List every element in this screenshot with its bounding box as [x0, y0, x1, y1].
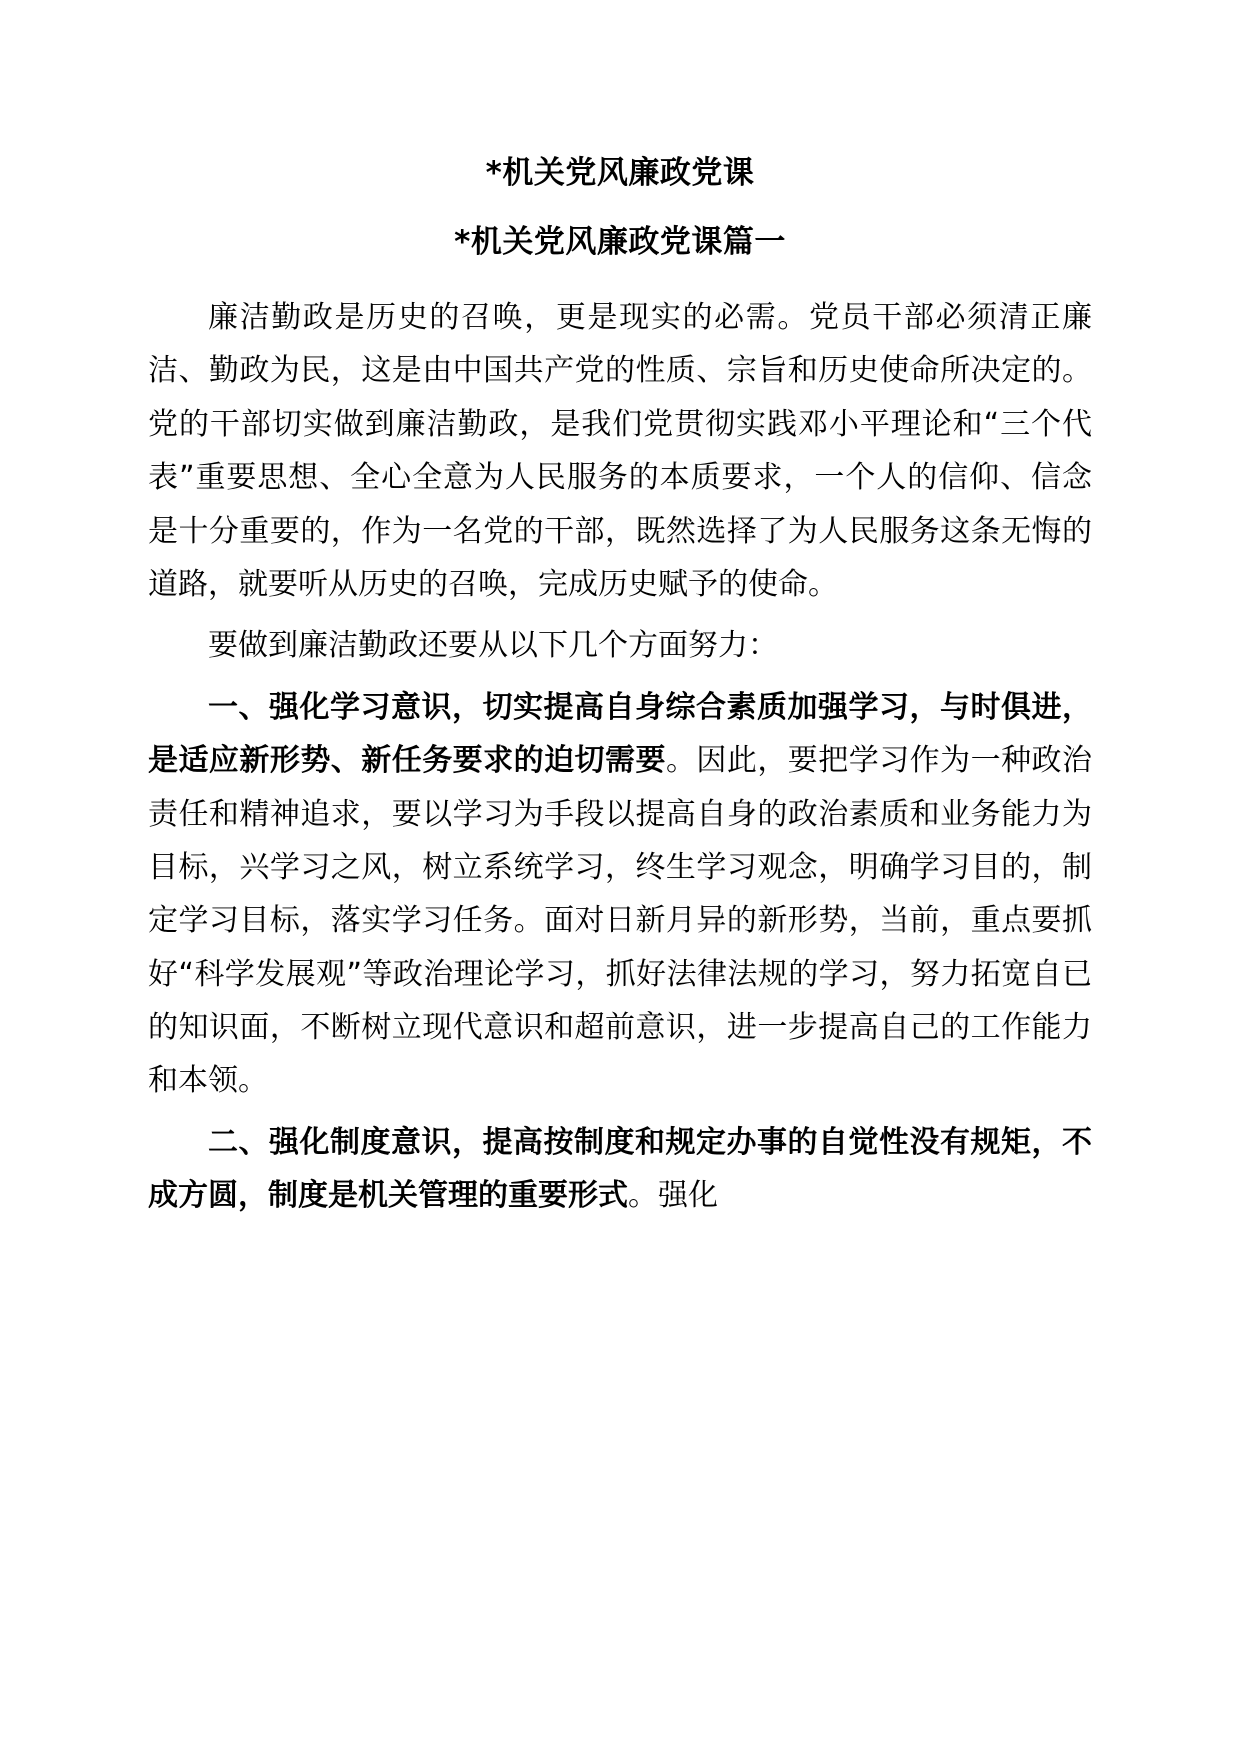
- document-title: *机关党风廉政党课: [485, 155, 755, 191]
- paragraph-3-text: 。因此，要把学习作为一种政治责任和精神追求，要以学习为手段以提高自身的政治素质和业务能力为目标，兴学习之风，树立系统学习，终生学习观念，明确学习目的，制定学习目标，落实学习任务。面对日新月异的新形势，当前，重点要抓好“科学发展观”等政治理论学习，抓好法律法规的学习，努力拓宽自已的知识面，不断树立现代意识和超前意识，进一步提高自己的工作能力和本领。: [148, 743, 1093, 1099]
- paragraph-4-lead: 二、强化制度意识，提高按制度和规定办事的自觉性没有规矩，不成方圆，制度是机关管理的重要形式: [148, 1124, 1092, 1214]
- paragraph-4-text: 。强化: [628, 1178, 718, 1214]
- paragraph-4: [148, 1116, 1092, 1223]
- paragraph-2: [148, 619, 1092, 672]
- document-subtitle: *机关党风廉政党课篇一: [454, 223, 786, 260]
- paragraph-3: [148, 681, 1092, 1108]
- paragraph-1: [148, 291, 1092, 611]
- paragraph-1-text: 廉洁勤政是历史的召唤，更是现实的必需。党员干部必须清正廉洁、勤政为民，这是由中国共产党的性质、宗旨和历史使命所决定的。党的干部切实做到廉洁勤政，是我们党贯彻实践邓小平理论和“三个代表”重要思想、全心全意为人民服务的本质要求，一个人的信仰、信念是十分重要的，作为一名党的干部，既然选择了为人民服务这条无悔的道路，就要听从历史的召唤，完成历史赋予的使命。: [148, 300, 1092, 602]
- paragraph-2-text: 要做到廉洁勤政还要从以下几个方面努力：: [208, 628, 778, 664]
- paragraph-3-lead: 一、强化学习意识，切实提高自身综合素质加强学习，与时俱进，是适应新形势、新任务要求的迫切需要: [148, 689, 1092, 779]
